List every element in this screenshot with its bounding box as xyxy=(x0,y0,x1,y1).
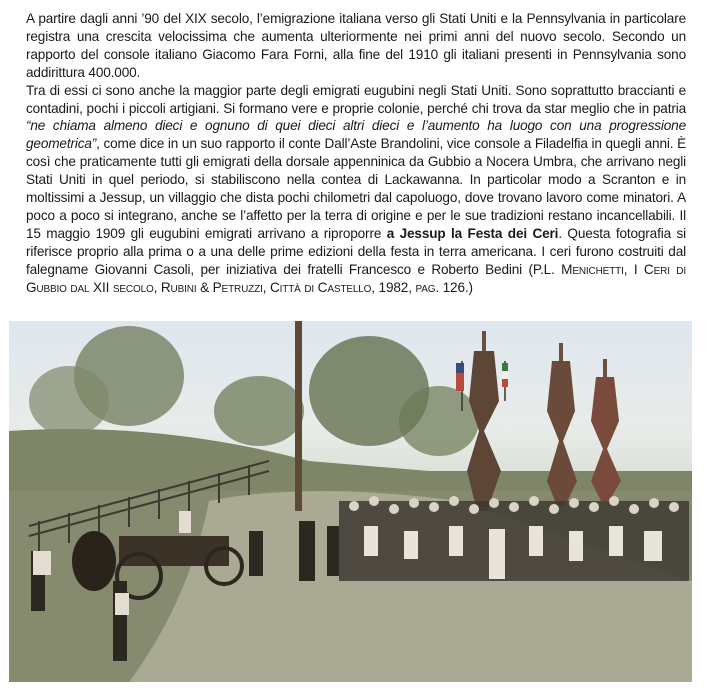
wooden-pole xyxy=(295,321,302,511)
paragraph-2-text-b: , come dice in un suo rapporto il conte Dall’Aste Brandolini, vice console a Filadelfia in quegli anni. È così che praticamente tutti gli emigrati della dorsale appenninica da Gubbio a Nocera Umbra, che arrivano negli Stati Uniti in quel periodo, si stabiliscono nella contea di Lackawanna. In particolar modo a Scranton e in moltissimi a Jessup, un villaggio che dista pochi chilometri dal capoluogo, dove trovano lavoro come minatori. A poco a poco si integrano, anche se l’affetto per la terra di origine e per le sue tradizioni restano incancellabili. Il 15 maggio 1909 gli eugubini emigrati arrivano a riproporre xyxy=(26,136,686,241)
article-text xyxy=(26,10,686,297)
highlight-festa: a Jessup la Festa dei Ceri xyxy=(386,225,559,241)
quote: “ne chiama almeno dieci e ognuno di quei dieci altri dieci e l’aumento ha luogo con una progressione geometrica” xyxy=(26,118,686,152)
paragraph-2-text-a: Tra di essi ci sono anche la maggior parte degli emigrati eugubini negli Stati Uniti. Sono soprattutto braccianti e contadini, pochi i piccoli artigiani. Si formano vere e proprie colonie, perché chi trova da star meglio che in patria xyxy=(26,82,686,116)
paragraph-2-end: ) xyxy=(468,279,473,295)
paragraph-1-text: A partire dagli anni ’90 del XIX secolo, l’emigrazione italiana verso gli Stati Uniti e la Pennsylvania in particolare registra una crescita velocissima che aumenta ulteriormente nei primi anni del nuovo secolo. Secondo un rapporto del console italiano Giacomo Fara Forni, alla fine del 1910 gli italiani presenti in Pennsylvania sono addirittura 400.000. xyxy=(26,11,686,80)
tree-shape xyxy=(399,386,479,456)
paragraph-2-text-c: . Questa fotografia si riferisce proprio alla prima o a una delle prime edizioni della festa in terra americana. I ceri furono costruiti dal falegname Giovanni Casoli, per iniziativa dei fratelli Francesco e Roberto Bedini ( xyxy=(26,225,686,277)
paragraph-2 xyxy=(26,82,686,297)
photo-illustration xyxy=(9,321,692,682)
cero-2 xyxy=(547,343,577,506)
citation: P.L. Menichetti, I Ceri di Gubbio dal XII secolo, Rubini & Petruzzi, Città di Castello, 1982, pag. 126. xyxy=(26,261,686,295)
historic-photo xyxy=(9,321,692,682)
tree-shape xyxy=(29,366,109,436)
paragraph-1 xyxy=(26,10,686,82)
tree-shape xyxy=(214,376,304,446)
cero-3 xyxy=(591,359,621,501)
